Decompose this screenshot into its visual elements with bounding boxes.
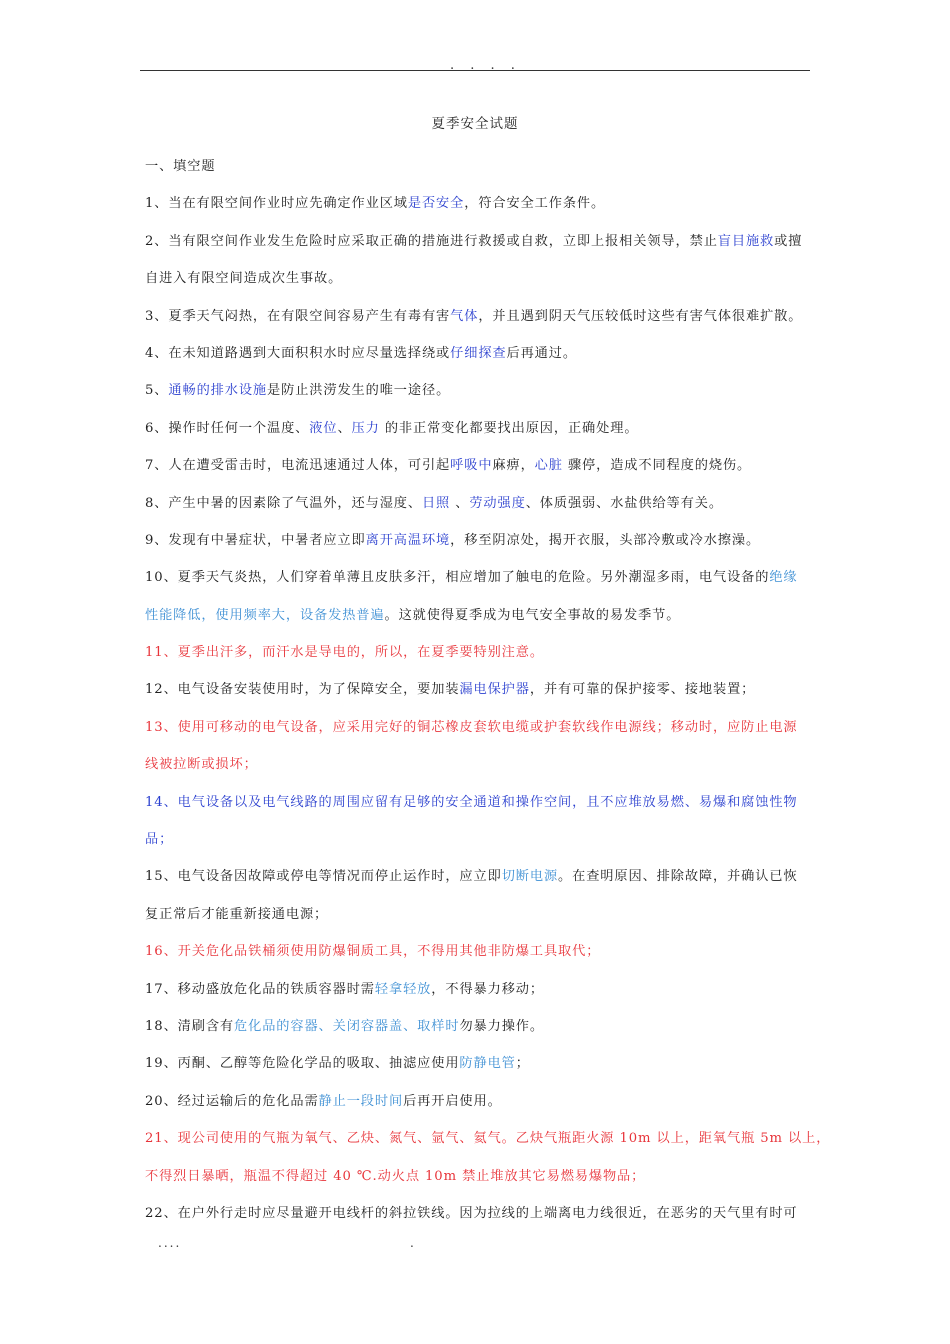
text-line (145, 559, 810, 596)
body-text: 或擅 (774, 233, 803, 249)
text-line (145, 298, 810, 335)
text-line (145, 746, 810, 783)
highlighted-text: 压力 (351, 420, 385, 436)
body-text: 一、填空题 (145, 159, 216, 174)
text-line (145, 597, 810, 634)
highlighted-text: 品； (145, 832, 174, 848)
text-line (145, 858, 810, 895)
highlighted-text: 漏电保护器 (459, 682, 530, 698)
body-text: 10、夏季天气炎热，人们穿着单薄且皮肤多汗，相应增加了触电的危险。另外潮湿多雨，电气设备的 (145, 570, 770, 586)
body-text: 、体质强弱、水盐供给等有关。 (525, 495, 723, 511)
document-title: 夏季安全试题 (431, 116, 519, 132)
highlighted-text: 盲目施救 (717, 233, 775, 249)
text-line (145, 335, 810, 372)
body-text: 2、当有限空间作业发生危险时应采取正确的措施进行救援或自救，立即上报相关领导，禁止 (145, 233, 718, 249)
body-text: 5、 (145, 383, 169, 399)
body-text: 12、电气设备安装使用时，为了保障安全，要加装 (145, 682, 460, 698)
body-text: 7、人在遭受雷击时，电流迅速通过人体，可引起 (145, 458, 451, 474)
document-body (145, 148, 831, 1232)
highlighted-text: 性能降低，使用频率大，设备发热普遍 (145, 607, 385, 623)
text-line (145, 971, 810, 1008)
text-line (145, 1158, 810, 1195)
text-line (145, 1195, 810, 1232)
text-line (145, 784, 810, 821)
highlighted-text: 日照 (421, 495, 456, 511)
highlighted-text: 仔细探查 (450, 345, 507, 361)
body-text: 是防止洪涝发生的唯一途径。 (267, 383, 451, 399)
highlighted-text: 16、开关危化品铁桶须使用防爆铜质工具，不得用其他非防爆工具取代； (145, 944, 601, 960)
body-text: 勿暴力操作。 (459, 1018, 544, 1034)
text-line (145, 821, 810, 858)
text-line (145, 372, 810, 409)
body-text: ，移至阴凉处，揭开衣服，头部冷敷或冷水擦澡。 (450, 532, 761, 548)
footer-left-dots: .... (158, 1236, 182, 1250)
body-text: 20、经过运输后的危化品需 (145, 1093, 319, 1109)
body-text: 4、在未知道路遇到大面积积水时应尽量选择绕或 (145, 345, 451, 361)
text-line (145, 671, 810, 708)
highlighted-text: 劳动强度 (469, 495, 526, 511)
text-line (145, 1045, 810, 1082)
text-line (145, 260, 810, 297)
highlighted-text: 14、电气设备以及电气线路的周围应留有足够的安全通道和操作空间，且不应堆放易燃、易爆和腐蚀性物 (145, 794, 798, 810)
body-text: ，符合安全工作条件。 (464, 196, 606, 212)
body-text: 6、操作时任何一个温度、 (145, 420, 310, 436)
highlighted-text: 气体 (450, 308, 479, 324)
body-text: 。这就使得夏季成为电气安全事故的易发季节。 (384, 607, 681, 623)
highlighted-text: 13、使用可移动的电气设备，应采用完好的铜芯橡皮套软电缆或护套软线作电源线；移动时，应防止电源 (145, 719, 798, 735)
text-line (145, 485, 810, 522)
body-text: 22、在户外行走时应尽量避开电线杆的斜拉铁线。因为拉线的上端离电力线很近，在恶劣的天气里有时可 (145, 1205, 798, 1221)
highlighted-text: 离开高温环境 (365, 532, 451, 548)
body-text: 8、产生中暑的因素除了气温外，还与湿度、 (145, 495, 422, 511)
highlighted-text: 绝缘 (769, 570, 798, 586)
body-text: 骤停，造成不同程度的烧伤。 (567, 458, 752, 474)
body-text: ，并有可靠的保护接零、接地装置； (529, 682, 756, 698)
highlighted-text: 防静电管 (459, 1056, 516, 1072)
header-rule (140, 70, 810, 71)
body-text: 的非正常变化都要找出原因，正确处理。 (384, 420, 639, 436)
text-line (145, 1120, 831, 1157)
body-text: 1、当在有限空间作业时应先确定作业区域 (145, 196, 408, 212)
highlighted-text: 不得烈日暴晒，瓶温不得超过 40 ℃.动火点 10m 禁止堆放其它易燃易爆物品； (145, 1168, 646, 1184)
body-text: 自进入有限空间造成次生事故。 (145, 271, 343, 287)
highlighted-text: 呼吸中 (450, 458, 493, 474)
text-line (145, 223, 810, 260)
highlighted-text: 21、现公司使用的气瓶为氧气、乙炔、氮气、氩气、氦气。乙炔气瓶距火源 10m 以上，距氧气瓶 5m 以上， (145, 1131, 831, 1147)
highlighted-text: 轻拿轻放 (374, 981, 432, 997)
text-line (145, 148, 810, 185)
highlighted-text: 是否安全 (407, 196, 465, 212)
highlighted-text: 通畅的排水设施 (168, 383, 268, 399)
highlighted-text: 切断电源 (501, 869, 559, 885)
body-text: 、 (455, 495, 470, 511)
body-text: ，不得暴力移动； (431, 981, 544, 997)
body-text: 、 (337, 420, 352, 436)
text-line (145, 1083, 810, 1120)
body-text: 复正常后才能重新接通电源； (145, 906, 329, 922)
text-line (145, 634, 810, 671)
highlighted-text: 危化品的容器、关闭容器盖、取样时 (234, 1018, 460, 1034)
text-line (145, 933, 810, 970)
highlighted-text: 心脏 (534, 458, 568, 474)
footer-right-dot: . (410, 1236, 414, 1250)
body-text: 15、电气设备因故障或停电等情况而停止运作时，应立即 (145, 869, 502, 885)
text-line (145, 185, 810, 222)
header-dots: . . . . (450, 58, 521, 73)
body-text: 3、夏季天气闷热，在有限空间容易产生有毒有害 (145, 308, 451, 324)
highlighted-text: 11、夏季出汗多，而汗水是导电的，所以，在夏季要特别注意。 (145, 645, 544, 661)
body-text: ； (515, 1056, 530, 1072)
body-text: 后再开启使用。 (403, 1093, 502, 1109)
text-line (145, 1008, 810, 1045)
highlighted-text: 静止一段时间 (318, 1093, 404, 1109)
text-line (145, 447, 810, 484)
body-text: 后再通过。 (506, 345, 577, 361)
body-text: 9、发现有中暑症状，中暑者应立即 (145, 532, 366, 548)
text-line (145, 709, 810, 746)
body-text: 19、丙酮、乙醇等危险化学品的吸取、抽滤应使用 (145, 1056, 460, 1072)
text-line (145, 410, 810, 447)
highlighted-text: 线被拉断或损坏； (145, 757, 258, 773)
body-text: ，并且遇到阴天气压较低时这些有害气体很难扩散。 (478, 308, 803, 324)
body-text: 18、清刷含有 (145, 1018, 235, 1034)
text-line (145, 896, 810, 933)
body-text: 17、移动盛放危化品的铁质容器时需 (145, 981, 375, 997)
body-text: 麻痹， (492, 458, 535, 474)
highlighted-text: 液位 (309, 420, 338, 436)
body-text: 。在查明原因、排除故障，并确认已恢 (558, 869, 798, 885)
text-line (145, 522, 810, 559)
